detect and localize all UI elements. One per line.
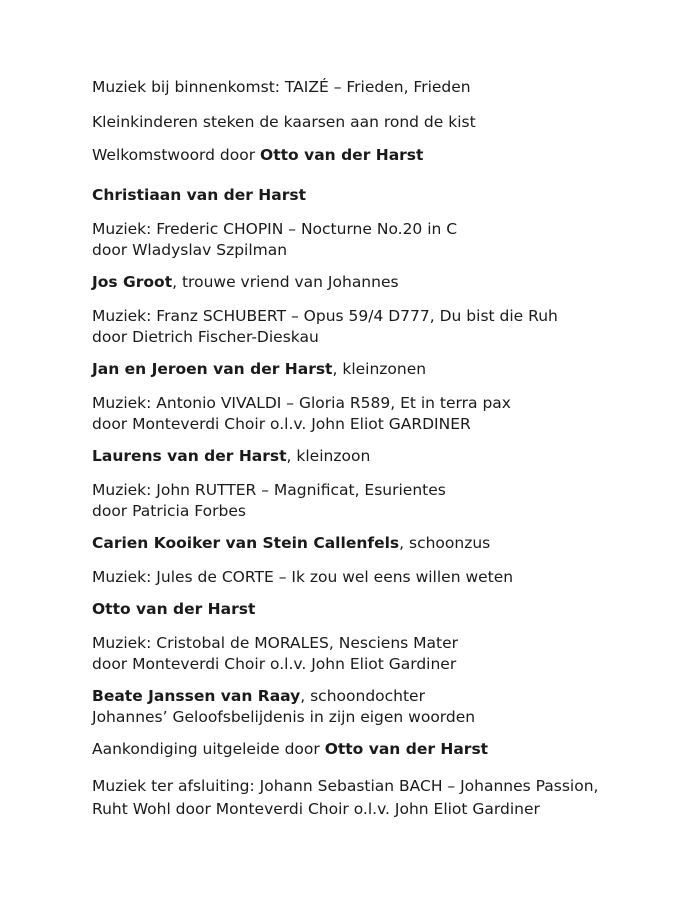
- program-line: [92, 306, 558, 326]
- program-text: door Wladyslav Szpilman: [92, 241, 288, 259]
- program-text: door Patricia Forbes: [92, 502, 246, 520]
- program-name-text: Jan en Jeroen van der Harst: [92, 360, 333, 378]
- program-name-text: Jos Groot: [92, 273, 173, 291]
- program-line: [92, 359, 426, 379]
- program-line: [92, 599, 255, 619]
- program-name-text: Otto van der Harst: [92, 600, 256, 618]
- program-text: Ruht Wohl door Monteverdi Choir o.l.v. John Eliot Gardiner: [92, 800, 540, 818]
- program-line: [92, 145, 423, 165]
- program-text: , trouwe vriend van Johannes: [172, 273, 399, 291]
- program-text: , schoonzus: [399, 534, 491, 552]
- program-line: [92, 393, 511, 413]
- program-line: [92, 799, 540, 819]
- program-line: [92, 219, 457, 239]
- program-name-text: Carien Kooiker van Stein Callenfels: [92, 534, 400, 552]
- program-line: [92, 185, 306, 205]
- program-text: door Monteverdi Choir o.l.v. John Eliot Gardiner: [92, 655, 457, 673]
- program-name-text: Laurens van der Harst: [92, 447, 287, 465]
- program-text: Muziek: Frederic CHOPIN – Nocturne No.20 in C: [92, 220, 458, 238]
- program-line: [92, 240, 287, 260]
- program-text: Muziek bij binnenkomst: TAIZÉ – Frieden, Frieden: [92, 78, 471, 96]
- program-text: Johannes’ Geloofsbelijdenis in zijn eigen woorden: [92, 708, 476, 726]
- program-line: [92, 414, 471, 434]
- program-name-text: Beate Janssen van Raay: [92, 687, 301, 705]
- program-line: [92, 480, 446, 500]
- program-text: Welkomstwoord door: [92, 146, 261, 164]
- program-line: [92, 776, 598, 796]
- program-line: [92, 654, 456, 674]
- program-text: , kleinzonen: [332, 360, 427, 378]
- program-line: [92, 739, 488, 759]
- program-name-text: Otto van der Harst: [324, 740, 489, 758]
- program-text: Muziek: John RUTTER – Magnificat, Esurientes: [92, 481, 446, 499]
- program-text: Muziek: Cristobal de MORALES, Nesciens Mater: [92, 634, 459, 652]
- program-name-text: Christiaan van der Harst: [92, 186, 307, 204]
- program-line: [92, 272, 399, 292]
- program-text: Aankondiging uitgeleide door: [92, 740, 325, 758]
- program-text: Muziek ter afsluiting: Johann Sebastian BACH – Johannes Passion,: [92, 777, 599, 795]
- program-text: Muziek: Jules de CORTE – Ik zou wel eens willen weten: [92, 568, 514, 586]
- program-text: door Dietrich Fischer-Dieskau: [92, 328, 319, 346]
- program-text: , kleinzoon: [286, 447, 371, 465]
- program-line: [92, 112, 476, 132]
- program-line: [92, 77, 471, 97]
- program-text: Kleinkinderen steken de kaarsen aan rond de kist: [92, 113, 476, 131]
- program-line: [92, 446, 370, 466]
- program-line: [92, 633, 458, 653]
- program-text: Muziek: Franz SCHUBERT – Opus 59/4 D777, Du bist die Ruh: [92, 307, 558, 325]
- program-line: [92, 533, 490, 553]
- program-line: [92, 686, 425, 706]
- program-line: [92, 567, 513, 587]
- program-text: , schoondochter: [300, 687, 425, 705]
- program-text: Muziek: Antonio VIVALDI – Gloria R589, Et in terra pax: [92, 394, 511, 412]
- program-line: [92, 707, 475, 727]
- program-line: [92, 501, 246, 521]
- program-line: [92, 327, 319, 347]
- program-text: door Monteverdi Choir o.l.v. John Eliot GARDINER: [92, 415, 471, 433]
- program-name-text: Otto van der Harst: [260, 146, 424, 164]
